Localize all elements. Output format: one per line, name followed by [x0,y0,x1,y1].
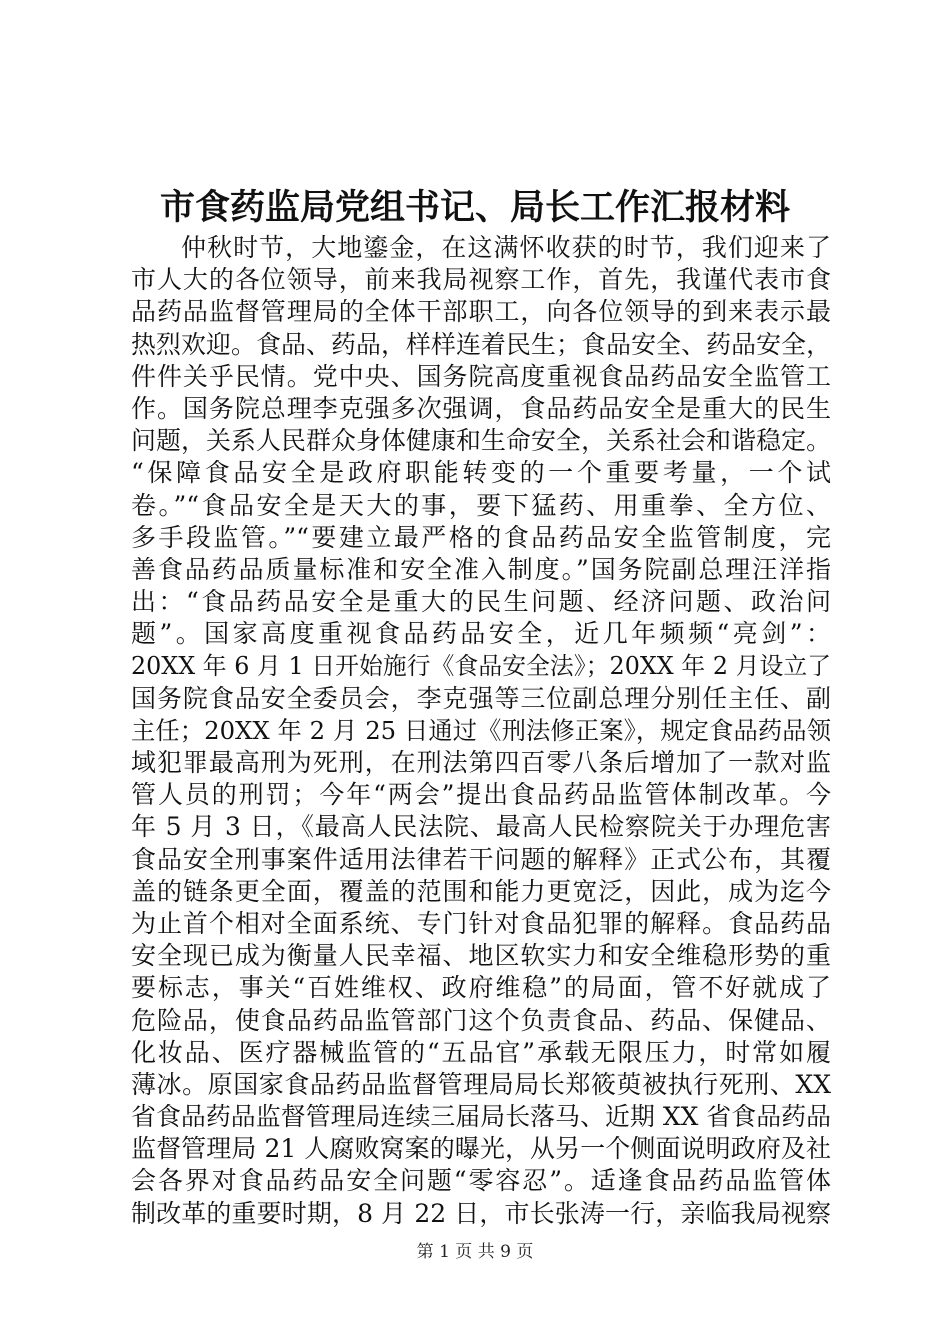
text-line: 管人员的刑罚；今年“两会”提出食品药品监管体制改革。今 [131,780,831,810]
text-line: 热烈欢迎。食品、药品，样样连着民生；食品安全、药品安全， [131,329,831,359]
text-line: 卷。”“食品安全是天大的事，要下猛药、用重拳、全方位、 [131,490,831,520]
text-line: 食品安全刑事案件适用法律若干问题的解释》正式公布，其覆 [131,844,831,874]
document-title: 市食药监局党组书记、局长工作汇报材料 [159,187,790,228]
text-line: 品药品监督管理局的全体干部职工，向各位领导的到来表示最 [131,297,831,327]
text-line: 危险品，使食品药品监管部门这个负责食品、药品、保健品、 [131,1005,831,1035]
text-line: 问题，关系人民群众身体健康和生命安全，关系社会和谐稳定。 [131,426,831,456]
text-line: 省食品药品监督管理局连续三届局长落马、近期 XX 省食品药品 [131,1102,831,1132]
text-line: 薄冰。原国家食品药品监督管理局局长郑筱萸被执行死刑、XX [131,1069,831,1099]
text-line: 作。国务院总理李克强多次强调，食品药品安全是重大的民生 [131,393,831,423]
text-line: 善食品药品质量标准和安全准入制度。”国务院副总理汪洋指 [131,554,831,584]
text-line: 为止首个相对全面系统、专门针对食品犯罪的解释。食品药品 [131,908,831,938]
text-line: 制改革的重要时期，8 月 22 日，市长张涛一行，亲临我局视察 [131,1198,831,1228]
text-line: 监督管理局 21 人腐败窝案的曝光，从另一个侧面说明政府及社 [131,1134,831,1164]
text-line: 题”。国家高度重视食品药品安全，近几年频频“亮剑”： [131,619,831,649]
text-line: 会各界对食品药品安全问题“零容忍”。适逢食品药品监管体 [131,1166,831,1196]
text-line: 市人大的各位领导，前来我局视察工作，首先，我谨代表市食 [131,265,831,295]
text-line: 盖的链条更全面，覆盖的范围和能力更宽泛，因此，成为迄今 [131,876,831,906]
text-line: 化妆品、医疗器械监管的“五品官”承载无限压力，时常如履 [131,1037,831,1067]
body-paragraph [131,232,831,1230]
text-line: 20XX 年 6 月 1 日开始施行《食品安全法》；20XX 年 2 月设立了 [131,652,831,681]
text-line: 件件关乎民情。党中央、国务院高度重视食品药品安全监管工 [131,361,831,391]
text-line: 多手段监管。”“要建立最严格的食品药品安全监管制度，完 [131,522,831,552]
text-line: 域犯罪最高刑为死刑，在刑法第四百零八条后增加了一款对监 [131,748,831,777]
page-footer: 第 1 页 共 9 页 [416,1242,534,1262]
text-line: 国务院食品安全委员会，李克强等三位副总理分别任主任、副 [131,683,831,713]
text-line: 安全现已成为衡量人民幸福、地区软实力和安全维稳形势的重 [131,941,831,971]
text-line: 要标志，事关“百姓维权、政府维稳”的局面，管不好就成了 [131,973,831,1003]
text-line: 出：“食品药品安全是重大的民生问题、经济问题、政治问 [131,587,831,617]
text-line: 主任；20XX 年 2 月 25 日通过《刑法修正案》，规定食品药品领 [131,715,831,745]
text-line: “保障食品安全是政府职能转变的一个重要考量，一个试 [131,458,831,488]
text-line: 仲秋时节，大地鎏金，在这满怀收获的时节，我们迎来了 [181,233,831,262]
text-line: 年 5 月 3 日，《最高人民法院、最高人民检察院关于办理危害 [131,812,831,842]
